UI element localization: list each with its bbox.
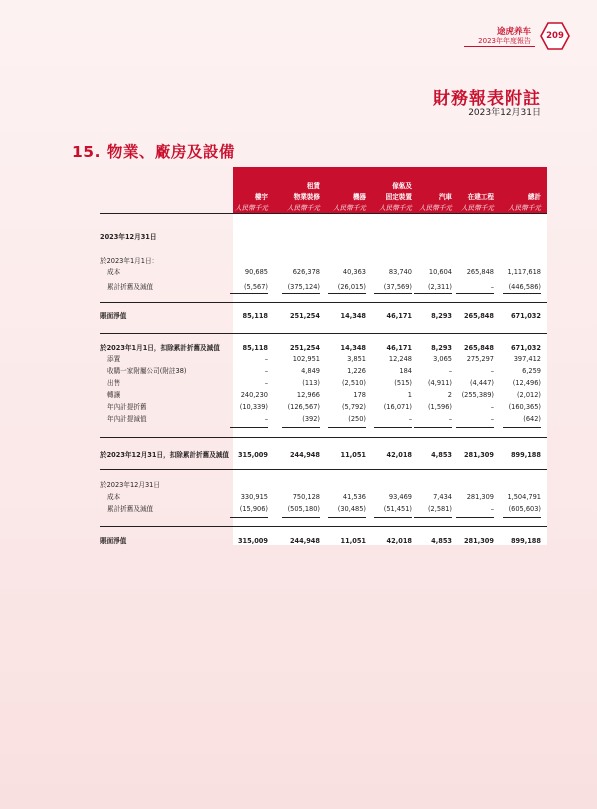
table-cell: – xyxy=(264,415,268,423)
row-label: 年內計提折舊 xyxy=(107,403,147,411)
table-row xyxy=(0,492,597,502)
table-cell: (10,339) xyxy=(239,403,268,411)
table-cell: (250) xyxy=(348,415,366,423)
table-cell: (4,911) xyxy=(427,379,452,387)
table-cell: 315,009 xyxy=(237,451,268,459)
table-cell: 626,378 xyxy=(292,268,320,276)
table-cell: 1 xyxy=(407,391,412,399)
table-row xyxy=(0,504,597,514)
subtotal-rule xyxy=(503,427,541,428)
subtotal-rule xyxy=(374,517,412,518)
section-title: 財務報表附註 xyxy=(433,89,541,109)
row-label: 累計折舊及減值 xyxy=(107,283,154,291)
table-cell: 90,685 xyxy=(244,268,268,276)
table-cell: 3,065 xyxy=(433,355,452,363)
table-row xyxy=(0,414,597,424)
row-label: 出售 xyxy=(107,379,121,387)
table-cell: 12,248 xyxy=(388,355,412,363)
column-header-line: 傢俬及 xyxy=(392,182,412,190)
table-cell: – xyxy=(490,415,494,423)
table-row xyxy=(0,354,597,364)
table-cell: (160,365) xyxy=(508,403,541,411)
subtotal-rule xyxy=(230,293,268,294)
table-cell: – xyxy=(448,415,452,423)
table-cell: 899,188 xyxy=(510,451,541,459)
table-cell: – xyxy=(448,367,452,375)
table-cell: – xyxy=(490,283,494,291)
row-label: 累計折舊及減值 xyxy=(107,505,154,513)
table-row xyxy=(0,450,597,460)
table-cell: (126,567) xyxy=(287,403,320,411)
table-cell: 10,604 xyxy=(428,268,452,276)
table-cell: (30,485) xyxy=(337,505,366,513)
table-cell: – xyxy=(408,415,412,423)
column-unit: 人民幣千元 xyxy=(419,204,452,212)
table-cell: 12,966 xyxy=(296,391,320,399)
subtotal-rule xyxy=(503,293,541,294)
subtotal-rule xyxy=(230,427,268,428)
table-cell: 265,848 xyxy=(463,312,494,320)
table-cell: (605,603) xyxy=(508,505,541,513)
table-cell: 40,363 xyxy=(342,268,366,276)
page-number-badge xyxy=(540,22,570,50)
row-label: 2023年12月31日 xyxy=(100,233,157,241)
table-cell: 281,309 xyxy=(466,493,494,501)
row-label: 年內計提減值 xyxy=(107,415,147,423)
subtotal-rule xyxy=(282,427,320,428)
table-cell: 1,504,791 xyxy=(507,493,541,501)
table-row xyxy=(0,232,597,242)
table-cell: 178 xyxy=(353,391,366,399)
table-rule xyxy=(100,302,547,303)
table-cell: (392) xyxy=(302,415,320,423)
subtotal-rule xyxy=(374,427,412,428)
row-label: 於2023年12月31日，扣除累計折舊及減值 xyxy=(100,451,230,459)
table-cell: – xyxy=(490,403,494,411)
table-cell: (642) xyxy=(523,415,541,423)
table-cell: 1,226 xyxy=(347,367,366,375)
row-label: 賬面淨值 xyxy=(100,537,127,545)
report-name: 2023年年度報告 xyxy=(478,37,531,45)
subtotal-rule xyxy=(282,517,320,518)
column-unit: 人民幣千元 xyxy=(287,204,320,212)
header-divider xyxy=(464,46,535,47)
table-cell: 1,117,618 xyxy=(507,268,541,276)
table-rule xyxy=(100,437,547,438)
table-cell: 11,051 xyxy=(340,537,366,545)
table-cell: 41,536 xyxy=(342,493,366,501)
table-cell: 8,293 xyxy=(431,312,452,320)
subtotal-rule xyxy=(456,293,494,294)
row-label: 賬面淨值 xyxy=(100,312,127,320)
column-header-line: 在建工程 xyxy=(467,193,494,201)
subtotal-rule xyxy=(328,517,366,518)
column-header xyxy=(208,170,268,214)
column-unit: 人民幣千元 xyxy=(461,204,494,212)
table-cell: 102,951 xyxy=(292,355,320,363)
subtotal-rule xyxy=(456,517,494,518)
table-cell: 14,348 xyxy=(340,312,366,320)
table-cell: 265,848 xyxy=(466,268,494,276)
row-label: 轉讓 xyxy=(107,391,121,399)
table-cell: (4,447) xyxy=(469,379,494,387)
table-cell: 83,740 xyxy=(388,268,412,276)
subtotal-rule xyxy=(503,517,541,518)
table-cell: 11,051 xyxy=(340,451,366,459)
subtotal-rule xyxy=(414,293,452,294)
subtotal-rule xyxy=(230,517,268,518)
table-row xyxy=(0,343,597,353)
table-rule xyxy=(100,213,547,214)
column-unit: 人民幣千元 xyxy=(508,204,541,212)
table-cell: (26,015) xyxy=(337,283,366,291)
table-cell: (2,311) xyxy=(427,283,452,291)
table-cell: 244,948 xyxy=(289,537,320,545)
row-label: 於2023年12月31日 xyxy=(100,481,160,489)
table-cell: 397,412 xyxy=(513,355,541,363)
table-rule xyxy=(100,333,547,334)
table-cell: 330,915 xyxy=(240,493,268,501)
table-cell: (2,510) xyxy=(341,379,366,387)
column-header-line: 固定裝置 xyxy=(385,193,412,201)
table-cell: 42,018 xyxy=(386,537,412,545)
table-cell: (113) xyxy=(302,379,320,387)
column-header xyxy=(481,170,541,214)
column-header-line: 總計 xyxy=(527,193,541,201)
table-cell: 93,469 xyxy=(388,493,412,501)
table-rule xyxy=(100,526,547,527)
table-cell: 750,128 xyxy=(292,493,320,501)
table-cell: 7,434 xyxy=(433,493,452,501)
table-cell: – xyxy=(264,355,268,363)
table-row xyxy=(0,390,597,400)
table-row xyxy=(0,256,597,266)
table-row xyxy=(0,378,597,388)
table-cell: (515) xyxy=(394,379,412,387)
row-label: 於2023年1月1日，扣除累計折舊及減值 xyxy=(100,344,220,352)
table-cell: 46,171 xyxy=(386,344,412,352)
table-row xyxy=(0,366,597,376)
table-cell: 899,188 xyxy=(510,537,541,545)
table-cell: – xyxy=(490,505,494,513)
table-cell: (5,567) xyxy=(243,283,268,291)
table-cell: (1,596) xyxy=(427,403,452,411)
table-cell: 240,230 xyxy=(240,391,268,399)
table-cell: – xyxy=(264,379,268,387)
table-cell: (375,124) xyxy=(287,283,320,291)
table-cell: 4,853 xyxy=(431,451,452,459)
table-cell: 265,848 xyxy=(463,344,494,352)
table-cell: (505,180) xyxy=(287,505,320,513)
table-cell: 671,032 xyxy=(510,344,541,352)
column-header-line xyxy=(481,181,541,192)
table-cell: 251,254 xyxy=(289,344,320,352)
table-cell: 8,293 xyxy=(431,344,452,352)
table-row xyxy=(0,402,597,412)
table-rule xyxy=(100,469,547,470)
subtotal-rule xyxy=(414,427,452,428)
subtotal-rule xyxy=(282,293,320,294)
subtotal-rule xyxy=(328,427,366,428)
row-label: 添置 xyxy=(107,355,121,363)
table-row xyxy=(0,267,597,277)
table-cell: (51,451) xyxy=(383,505,412,513)
table-cell: (2,012) xyxy=(516,391,541,399)
column-header-line xyxy=(208,170,268,181)
table-cell: – xyxy=(264,367,268,375)
table-cell: (15,906) xyxy=(239,505,268,513)
table-cell: 671,032 xyxy=(510,312,541,320)
table-row xyxy=(0,536,597,546)
table-cell: 46,171 xyxy=(386,312,412,320)
table-cell: 281,309 xyxy=(463,451,494,459)
column-header-line: 汽車 xyxy=(438,193,452,201)
column-header-line: 租賃 xyxy=(306,182,320,190)
table-cell: (255,389) xyxy=(461,391,494,399)
table-cell: (5,792) xyxy=(341,403,366,411)
table-cell: 315,009 xyxy=(237,537,268,545)
table-cell: (16,071) xyxy=(383,403,412,411)
row-label: 於2023年1月1日： xyxy=(100,257,159,265)
table-cell: 244,948 xyxy=(289,451,320,459)
subtotal-rule xyxy=(374,293,412,294)
column-unit: 人民幣千元 xyxy=(379,204,412,212)
table-cell: 85,118 xyxy=(242,344,268,352)
table-cell: (37,569) xyxy=(383,283,412,291)
column-header-line: 機器 xyxy=(352,193,366,201)
column-header-line: 樓宇 xyxy=(254,193,268,201)
table-cell: (2,581) xyxy=(427,505,452,513)
subtotal-rule xyxy=(328,293,366,294)
table-cell: 6,259 xyxy=(522,367,541,375)
table-cell: 251,254 xyxy=(289,312,320,320)
table-cell: (12,496) xyxy=(512,379,541,387)
table-cell: 281,309 xyxy=(463,537,494,545)
table-cell: 4,849 xyxy=(301,367,320,375)
table-row xyxy=(0,480,597,490)
table-cell: 184 xyxy=(399,367,412,375)
table-cell: (446,586) xyxy=(508,283,541,291)
table-cell: 14,348 xyxy=(340,344,366,352)
column-unit: 人民幣千元 xyxy=(235,204,268,212)
company-name: 途虎养车 xyxy=(496,27,531,37)
table-row xyxy=(0,282,597,292)
subtotal-rule xyxy=(414,517,452,518)
table-cell: 3,851 xyxy=(347,355,366,363)
row-label: 收購一家附屬公司(附註38) xyxy=(107,367,187,375)
column-header-line xyxy=(481,170,541,181)
column-unit: 人民幣千元 xyxy=(333,204,366,212)
page-number: 209 xyxy=(546,31,564,41)
row-label: 成本 xyxy=(107,268,121,276)
table-row xyxy=(0,311,597,321)
table-cell: 4,853 xyxy=(431,537,452,545)
table-cell: 85,118 xyxy=(242,312,268,320)
table-cell: 42,018 xyxy=(386,451,412,459)
column-header-line: 物業裝修 xyxy=(293,193,320,201)
subtotal-rule xyxy=(456,427,494,428)
column-header-line xyxy=(208,181,268,192)
note-title: 15. 物業、廠房及設備 xyxy=(72,143,235,161)
section-date: 2023年12月31日 xyxy=(468,108,541,118)
table-cell: – xyxy=(490,367,494,375)
row-label: 成本 xyxy=(107,493,121,501)
table-cell: 275,297 xyxy=(466,355,494,363)
table-cell: 2 xyxy=(447,391,452,399)
